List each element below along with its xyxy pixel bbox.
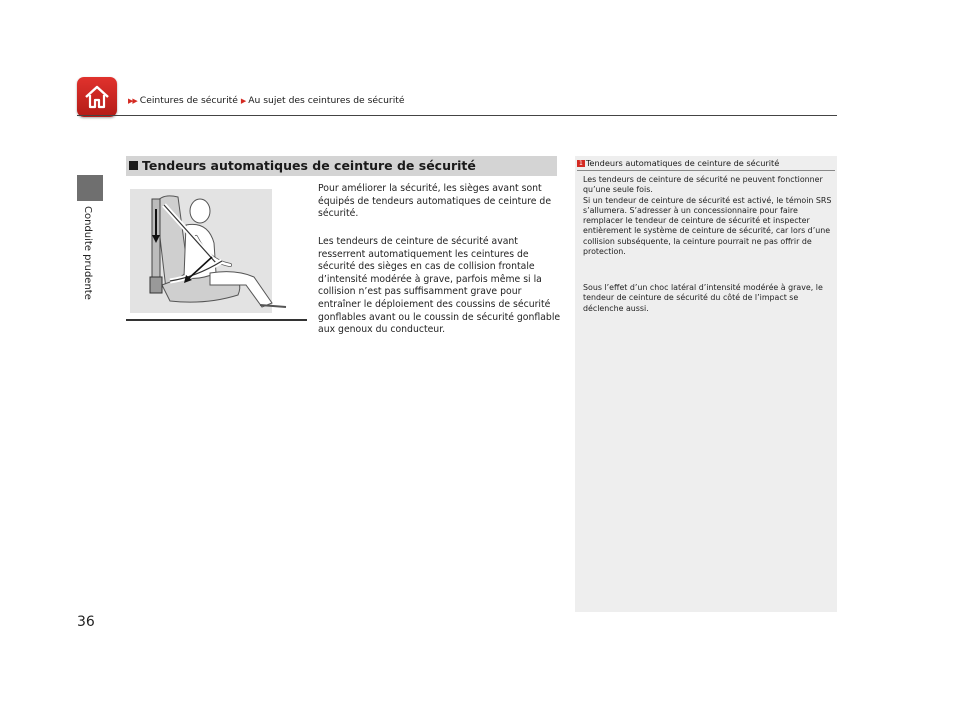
body-paragraph: Les tendeurs de ceinture de sécurité avant resserrent automatiquement les ceintures de sécurité des sièges en cas de collision frontale d’intensité modérée à grave, parfois même si la collision n’est pas suffisamment grave pour entraîner le déploiement des coussins de sécurité gonflables avant ou le coussin de sécurité gonflable aux genoux du conducteur. xyxy=(318,236,561,336)
body-paragraph: Pour améliorer la sécurité, les sièges avant sont équipés de tendeurs automatiques de ceinture de sécurité. xyxy=(318,183,552,220)
seatbelt-tensioner-illustration xyxy=(126,181,307,321)
home-icon xyxy=(83,83,111,111)
side-tab-label: Conduite prudente xyxy=(82,206,93,300)
section-title: Tendeurs automatiques de ceinture de sécurité xyxy=(142,158,476,173)
side-note-paragraph: Sous l’effet d’un choc latéral d’intensité modérée à grave, le tendeur de ceinture de sécurité du côté de l’impact se déclenche aussi. xyxy=(583,283,823,313)
page-number: 36 xyxy=(77,614,95,630)
side-tab-marker xyxy=(77,175,103,201)
square-bullet-icon xyxy=(129,161,138,170)
breadcrumb xyxy=(128,95,405,106)
side-note-paragraph: Les tendeurs de ceinture de sécurité ne peuvent fonctionner qu’une seule fois. Si un tendeur de ceinture de sécurité est activé, le témoin SRS s’allumera. S’adresser à un concessionnaire pour faire remplacer le tendeur de ceinture de sécurité et inspecter entièrement le système de ceinture de sécurité, car lors d’une collision subséquente, la ceinture pourrait ne pas offrir de protection. xyxy=(583,175,832,257)
section-heading xyxy=(126,156,557,176)
side-note-title xyxy=(577,158,779,168)
note-marker-icon: 1 xyxy=(579,160,583,167)
header-divider xyxy=(77,115,837,116)
breadcrumb-item-seatbelts[interactable]: Ceintures de sécurité xyxy=(139,95,238,106)
home-button[interactable] xyxy=(77,77,117,117)
double-chevron-right-icon: ▶▶ xyxy=(128,97,137,105)
chevron-right-icon: ▶ xyxy=(240,97,246,105)
side-note-divider xyxy=(577,170,835,171)
side-note-title-text: Tendeurs automatiques de ceinture de sécurité xyxy=(585,158,780,168)
breadcrumb-item-about[interactable]: Au sujet des ceintures de sécurité xyxy=(248,95,405,106)
